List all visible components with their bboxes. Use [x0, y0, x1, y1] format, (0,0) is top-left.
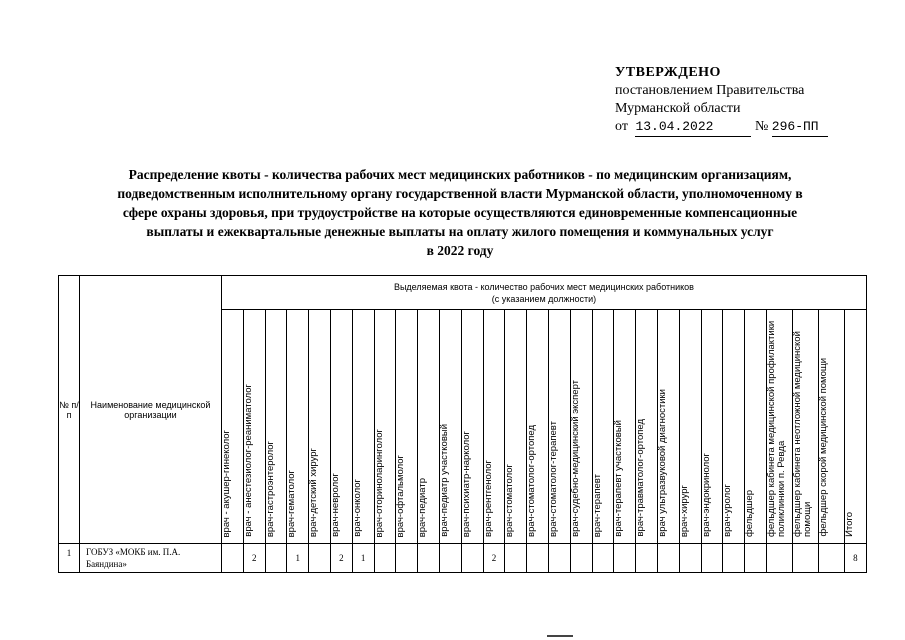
column-header-label: врач-педиатр [417, 477, 429, 537]
column-header-label: врач-детский хирург [308, 447, 320, 537]
row-value-cell: 8 [844, 544, 866, 573]
row-value-cell [792, 544, 818, 573]
column-header [527, 310, 549, 544]
column-header [745, 310, 767, 544]
row-value-cell [439, 544, 461, 573]
approval-line-1: постановлением Правительства [615, 83, 805, 98]
column-header-label: врач-онколог [351, 479, 363, 537]
column-header [222, 310, 244, 544]
row-value-cell [418, 544, 440, 573]
org-header: Наименование медицинской организации [80, 276, 222, 544]
row-value-cell [701, 544, 723, 573]
column-header-label: врач-оториноларинголог [373, 428, 385, 537]
column-header-label: врач-педиатр участковый [438, 424, 450, 537]
column-header-label: врач-травматолог-ортопед [635, 419, 647, 537]
approval-stamp [615, 64, 828, 137]
document-title [60, 165, 860, 260]
column-header [287, 310, 309, 544]
row-value-cell [265, 544, 287, 573]
row-value-cell [657, 544, 679, 573]
approval-heading: УТВЕРЖДЕНО [615, 65, 721, 80]
title-line-4: выплаты и ежеквартальные денежные выплаты на оплату жилого помещения и коммунальных услуг [146, 224, 774, 239]
column-header-label: фельдшер [744, 489, 756, 537]
column-header [818, 310, 844, 544]
row-value-cell [818, 544, 844, 573]
page-edge-mark [547, 635, 573, 637]
column-header [679, 310, 701, 544]
row-value-cell: 1 [287, 544, 309, 573]
column-header-label: врач-стоматолог [504, 463, 516, 537]
column-header-label: врач-стоматолог-ортопед [526, 425, 538, 537]
row-value-cell: 2 [483, 544, 505, 573]
approval-from-label: от [615, 119, 628, 134]
column-header [439, 310, 461, 544]
column-header [844, 310, 866, 544]
row-value-cell [745, 544, 767, 573]
column-header-label: врач-рентгенолог [482, 460, 494, 537]
column-header [418, 310, 440, 544]
row-value-cell: 2 [330, 544, 352, 573]
quota-header-line-2: (с указанием должности) [491, 293, 597, 304]
column-header-label: врач-терапевт [591, 473, 603, 537]
quota-table [58, 275, 867, 573]
column-header-label: врач ультразвуковой диагностики [656, 389, 668, 537]
column-header [636, 310, 658, 544]
title-line-3: сфере охраны здоровья, при трудоустройстве на которые осуществляются единовременные компенсационные [122, 205, 798, 220]
row-value-cell [614, 544, 636, 573]
row-value-cell [548, 544, 570, 573]
column-header [570, 310, 592, 544]
column-header [243, 310, 265, 544]
row-value-cell [309, 544, 331, 573]
row-value-cell [723, 544, 745, 573]
approval-number-label: № [754, 119, 769, 134]
column-header-label: врач-психиатр-нарколог [460, 430, 472, 537]
quota-header-line-1: Выделяемая квота - количество рабочих мест медицинских работников [393, 281, 694, 292]
row-value-cell: 1 [352, 544, 374, 573]
column-header [330, 310, 352, 544]
column-header-label: фельдшер кабинета неотложной медицинской помощи [791, 331, 813, 537]
column-header-label: фельдшер скорой медицинской помощи [817, 358, 829, 537]
column-header [548, 310, 570, 544]
column-header [461, 310, 483, 544]
column-header-label: врач-гастроэнтеролог [264, 440, 276, 537]
column-header [792, 310, 818, 544]
column-header-label: врач-уролог [722, 484, 734, 537]
row-value-cell [592, 544, 614, 573]
column-header [483, 310, 505, 544]
approval-line-2: Мурманской области [615, 101, 741, 116]
row-value-cell [527, 544, 549, 573]
row-value-cell [461, 544, 483, 573]
row-number: 1 [59, 544, 80, 573]
column-header [614, 310, 636, 544]
column-header [374, 310, 396, 544]
column-header-label: врач-эндокринолог [700, 453, 712, 537]
row-value-cell [222, 544, 244, 573]
column-header-label: врач-офтальмолог [395, 454, 407, 537]
row-value-cell [374, 544, 396, 573]
row-value-cell [679, 544, 701, 573]
column-header-label: врач-гематолог [286, 469, 298, 537]
column-header [265, 310, 287, 544]
title-line-1: Распределение квоты - количества рабочих мест медицинских работников - по медицинским организациям, [128, 167, 792, 182]
column-header [352, 310, 374, 544]
row-org-name: ГОБУЗ «МОКБ им. П.А. Баяндина» [80, 544, 222, 573]
num-header: № п/п [59, 276, 80, 544]
column-header-label: врач-терапевт участковый [613, 420, 625, 537]
column-header [505, 310, 527, 544]
approval-number: 296-ПП [772, 118, 828, 137]
title-line-5: в 2022 году [426, 243, 494, 258]
column-header-label: врач - акушер-гинеколог [221, 429, 232, 537]
row-value-cell [570, 544, 592, 573]
row-value-cell [766, 544, 792, 573]
column-header-label: врач-невролог [329, 473, 341, 537]
approval-date-line [615, 118, 828, 137]
row-value-cell: 2 [243, 544, 265, 573]
table-row [59, 544, 867, 573]
column-header-label: врач-судебно-медицинский эксперт [569, 380, 581, 537]
quota-header [222, 276, 867, 310]
column-header [309, 310, 331, 544]
column-header [396, 310, 418, 544]
row-value-cell [505, 544, 527, 573]
column-header-label: врач-хирург [678, 484, 690, 537]
column-header [592, 310, 614, 544]
column-header [766, 310, 792, 544]
row-value-cell [636, 544, 658, 573]
column-header-label: врач - анестезиолог-реаниматолог [242, 384, 254, 537]
column-header [723, 310, 745, 544]
column-header-label: фельдшер кабинета медицинской профилактики поликлиники п. Ревда [765, 320, 787, 537]
column-header [701, 310, 723, 544]
row-value-cell [396, 544, 418, 573]
column-header-label: врач-стоматолог-терапевт [547, 421, 559, 537]
approval-date: 13.04.2022 [635, 118, 751, 137]
column-header-label: Итого [843, 512, 855, 537]
title-line-2: подведомственным исполнительному органу государственной власти Мурманской области, уполномоченному в [117, 186, 803, 201]
column-header [657, 310, 679, 544]
